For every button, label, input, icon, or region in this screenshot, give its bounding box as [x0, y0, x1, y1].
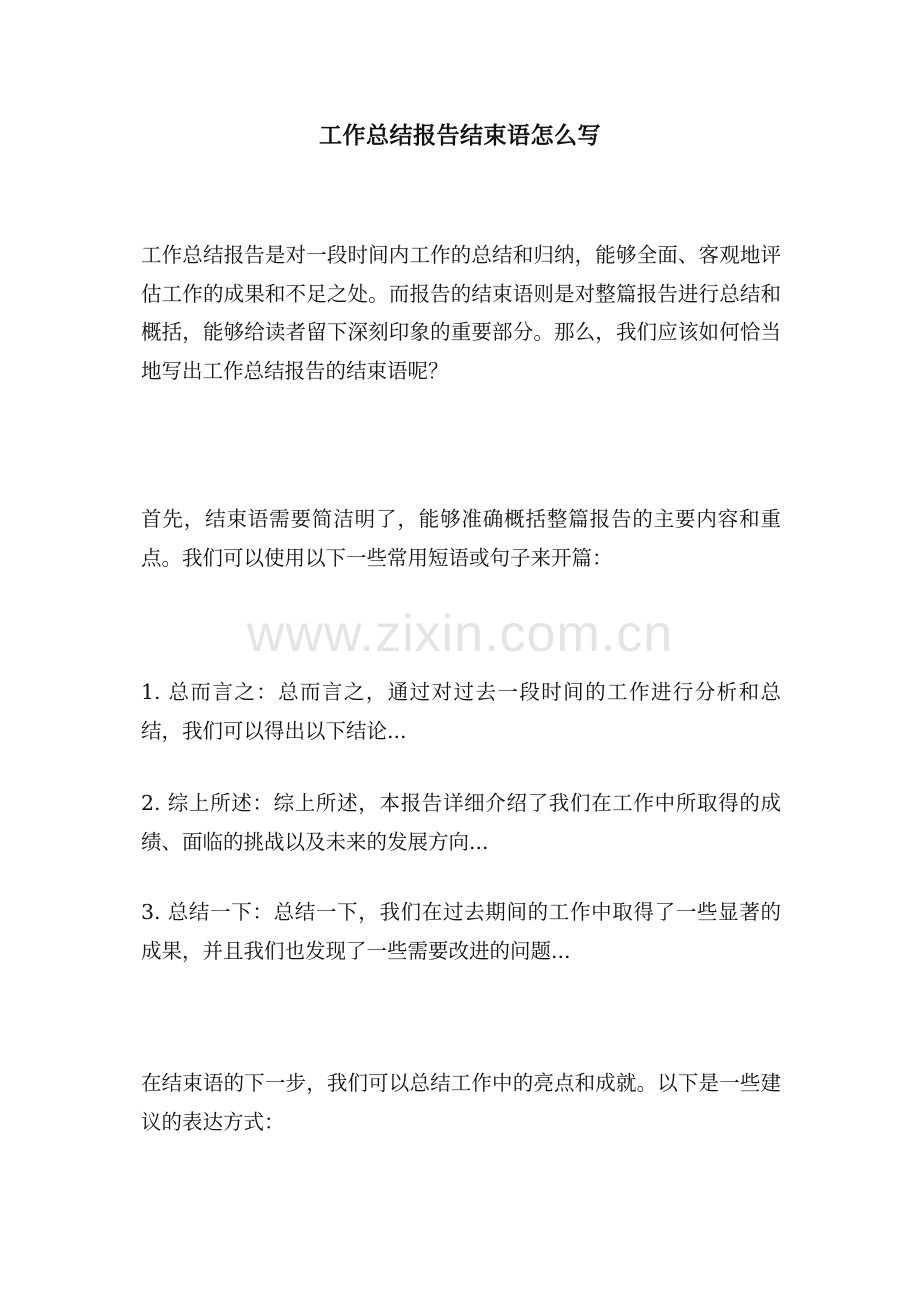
first-point-paragraph: 首先，结束语需要简洁明了，能够准确概括整篇报告的主要内容和重点。我们可以使用以下一些常用短语或句子来开篇：: [141, 507, 781, 570]
watermark: www.zixin.com.cn: [246, 605, 674, 663]
next-step-paragraph: 在结束语的下一步，我们可以总结工作中的亮点和成就。以下是一些建议的表达方式：: [141, 1071, 781, 1134]
page-title: 工作总结报告结束语怎么写: [319, 122, 601, 149]
list-item: 1. 总而言之：总而言之，通过对过去一段时间的工作进行分析和总结，我们可以得出以下结论...: [141, 680, 781, 743]
list-item: 2. 综上所述：综上所述，本报告详细介绍了我们在工作中所取得的成绩、面临的挑战以及未来的发展方向...: [141, 791, 781, 854]
list-item: 3. 总结一下：总结一下，我们在过去期间的工作中取得了一些显著的成果，并且我们也发现了一些需要改进的问题...: [141, 900, 781, 963]
intro-paragraph: 工作总结报告是对一段时间内工作的总结和归纳，能够全面、客观地评估工作的成果和不足之处。而报告的结束语则是对整篇报告进行总结和概括，能够给读者留下深刻印象的重要部分。那么，我们应该如何恰当地写出工作总结报告的结束语呢？: [141, 243, 781, 383]
